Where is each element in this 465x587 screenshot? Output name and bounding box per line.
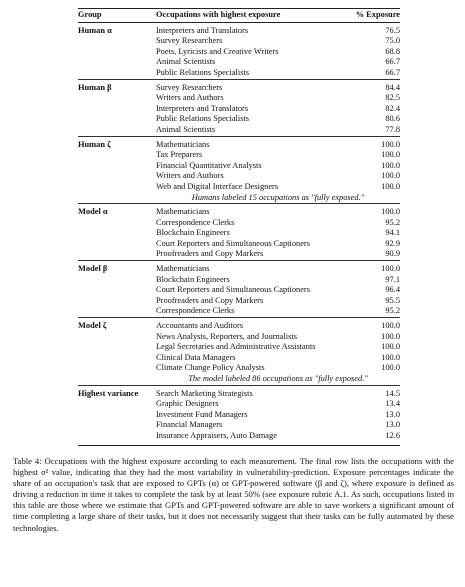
table-row — [78, 136, 400, 150]
group-cell — [78, 275, 156, 286]
group-cell — [78, 374, 156, 385]
group-cell — [78, 228, 156, 239]
occupation-cell: Survey Researchers — [156, 36, 223, 46]
occupation-cell: Survey Researchers — [156, 79, 347, 93]
occupation-cell: Writers and Authors — [156, 93, 224, 103]
header-exposure: % Exposure — [347, 9, 400, 23]
table-row — [78, 249, 400, 260]
exposure-cell: 100.0 — [381, 181, 400, 191]
table-row — [78, 342, 400, 353]
occupation-cell: Court Reporters and Simultaneous Captioners — [156, 285, 310, 295]
table-row — [78, 363, 400, 374]
table-row — [78, 239, 400, 250]
group-cell — [78, 93, 156, 104]
group-cell — [78, 193, 156, 204]
table-row — [78, 261, 400, 275]
table-body — [78, 22, 400, 445]
group-cell — [78, 68, 156, 79]
group-label: Model ζ — [78, 318, 156, 332]
exposure-cell: 100.0 — [381, 171, 400, 181]
occupation-cell: Mathematicians — [156, 261, 347, 275]
exposure-cell: 13.0 — [385, 409, 400, 419]
group-label: Highest variance — [78, 385, 156, 399]
exposure-cell: 100.0 — [347, 136, 400, 150]
exposure-cell: 13.4 — [385, 399, 400, 409]
group-cell — [78, 36, 156, 47]
table-row — [78, 420, 400, 431]
group-cell — [78, 332, 156, 343]
table-row — [78, 296, 400, 307]
table-row — [78, 399, 400, 410]
table-row — [78, 318, 400, 332]
table-row — [78, 114, 400, 125]
group-cell — [78, 363, 156, 374]
table-row — [78, 22, 400, 36]
group-cell — [78, 353, 156, 364]
group-cell — [78, 239, 156, 250]
group-cell — [78, 249, 156, 260]
exposure-cell: 100.0 — [381, 342, 400, 352]
exposure-cell: 75.0 — [385, 36, 400, 46]
group-label: Model α — [78, 204, 156, 218]
occupation-cell: Web and Digital Interface Designers — [156, 181, 279, 191]
exposure-table — [78, 8, 400, 446]
group-cell — [78, 161, 156, 172]
exposure-cell: 97.1 — [385, 274, 400, 284]
table-row — [78, 161, 400, 172]
exposure-cell: 96.4 — [385, 285, 400, 295]
group-note-row — [78, 374, 400, 385]
occupation-cell: Financial Managers — [156, 420, 223, 430]
occupation-cell: Poets, Lyricists and Creative Writers — [156, 46, 279, 56]
occupation-cell: Financial Quantitative Analysts — [156, 160, 262, 170]
table-row — [78, 182, 400, 193]
table-row — [78, 385, 400, 399]
exposure-cell: 68.8 — [385, 46, 400, 56]
exposure-cell: 100.0 — [381, 363, 400, 373]
header-occupation: Occupations with highest exposure — [156, 9, 347, 23]
group-cell — [78, 57, 156, 68]
occupation-cell: News Analysts, Reporters, and Journalists — [156, 331, 297, 341]
occupation-cell: Interpreters and Translators — [156, 25, 249, 35]
occupation-cell: Blockchain Engineers — [156, 274, 230, 284]
group-label: Human ζ — [78, 136, 156, 150]
exposure-cell: 90.9 — [385, 249, 400, 259]
occupation-cell: Proofreaders and Copy Markers — [156, 249, 264, 259]
exposure-cell: 100.0 — [381, 352, 400, 362]
occupation-cell: Graphic Designers — [156, 399, 219, 409]
occupation-cell: Court Reporters and Simultaneous Captioners — [156, 238, 310, 248]
group-cell — [78, 399, 156, 410]
group-label: Human α — [78, 25, 112, 35]
exposure-cell: 95.5 — [385, 295, 400, 305]
group-cell — [78, 296, 156, 307]
exposure-cell: 100.0 — [347, 261, 400, 275]
table-row — [78, 431, 400, 445]
table-row — [78, 306, 400, 317]
occupation-cell: Legal Secretaries and Administrative Assistants — [156, 342, 316, 352]
exposure-cell: 66.7 — [385, 67, 400, 77]
table-row — [78, 68, 400, 79]
table-row — [78, 228, 400, 239]
table-row — [78, 93, 400, 104]
table-row — [78, 104, 400, 115]
group-note: Humans labeled 15 occupations as "fully exposed." — [191, 192, 365, 202]
table-row — [78, 353, 400, 364]
exposure-cell: 100.0 — [381, 331, 400, 341]
group-cell — [78, 150, 156, 161]
occupation-cell: Correspondence Clerks — [156, 306, 235, 316]
exposure-cell: 82.4 — [385, 103, 400, 113]
exposure-cell: 92.9 — [385, 238, 400, 248]
occupation-cell: Public Relations Specialists — [156, 67, 250, 77]
table-row — [78, 332, 400, 343]
exposure-cell: 100.0 — [347, 318, 400, 332]
table-row — [78, 410, 400, 421]
table-row — [78, 47, 400, 58]
exposure-cell: 12.6 — [347, 431, 400, 445]
occupation-cell: Insurance Appraisers, Auto Damage — [156, 431, 347, 445]
exposure-cell: 95.2 — [385, 217, 400, 227]
exposure-cell: 100.0 — [347, 204, 400, 218]
header-group: Group — [78, 9, 156, 23]
table-row — [78, 57, 400, 68]
table-row — [78, 275, 400, 286]
occupation-cell: Investment Fund Managers — [156, 409, 248, 419]
group-cell — [78, 125, 156, 136]
group-label: Model β — [78, 261, 156, 275]
group-cell — [78, 182, 156, 193]
occupation-cell: Animal Scientists — [156, 124, 216, 134]
table-row — [78, 36, 400, 47]
exposure-cell: 100.0 — [381, 150, 400, 160]
occupation-cell: Climate Change Policy Analysts — [156, 363, 265, 373]
group-cell — [78, 306, 156, 317]
exposure-cell: 82.5 — [385, 93, 400, 103]
exposure-cell: 66.7 — [385, 57, 400, 67]
exposure-cell: 80.6 — [385, 114, 400, 124]
table-header-row — [78, 9, 400, 23]
exposure-cell: 13.0 — [385, 420, 400, 430]
occupation-cell: Mathematicians — [156, 204, 347, 218]
group-cell — [78, 342, 156, 353]
occupation-cell: Tax Preparers — [156, 150, 203, 160]
occupation-cell: Clinical Data Managers — [156, 352, 236, 362]
group-label: Human β — [78, 79, 156, 93]
table-caption: Table 4: Occupations with the highest exposure according to each measurement. The final row lists the occupations with the highest σ² value, indicating that they had the most variability in vulnerability-prediction. Exposure percentages indicate the share of an occupation's task that are exposed to GPTs (α) or GPT-powered software (β and ζ), where exposure is defined as driving a reduction in time it takes to complete the task by at least 50% (see exposure rubric A.1. As such, occupations listed in this table are those where we estimate that GPTs and GPT-powered software are able to save workers a significant amount of time completing a large share of their tasks, but it does not necessarily suggest that their tasks can be fully automated by these technologies. — [13, 456, 454, 533]
group-cell — [78, 104, 156, 115]
occupation-cell: Mathematicians — [156, 136, 347, 150]
table-row — [78, 204, 400, 218]
occupation-cell: Accountants and Auditors — [156, 318, 347, 332]
group-note: The model labeled 86 occupations as "fully exposed." — [188, 374, 368, 383]
table-row — [78, 125, 400, 136]
table-row — [78, 285, 400, 296]
exposure-cell: 94.1 — [385, 228, 400, 238]
group-cell — [78, 285, 156, 296]
group-cell — [78, 431, 156, 445]
occupation-cell: Search Marketing Strategists — [156, 385, 347, 399]
exposure-cell: 14.5 — [347, 385, 400, 399]
occupation-cell: Animal Scientists — [156, 57, 216, 67]
group-cell — [78, 114, 156, 125]
occupation-cell: Writers and Authors — [156, 171, 224, 181]
exposure-cell: 76.5 — [385, 25, 400, 35]
table-row — [78, 79, 400, 93]
group-cell — [78, 420, 156, 431]
exposure-cell: 84.4 — [347, 79, 400, 93]
occupation-cell: Blockchain Engineers — [156, 228, 230, 238]
table-row — [78, 171, 400, 182]
exposure-cell: 100.0 — [381, 160, 400, 170]
exposure-cell: 95.2 — [385, 306, 400, 316]
occupation-cell: Correspondence Clerks — [156, 217, 235, 227]
occupation-cell: Public Relations Specialists — [156, 114, 250, 124]
occupation-cell: Proofreaders and Copy Markers — [156, 295, 264, 305]
table-row — [78, 218, 400, 229]
group-cell — [78, 171, 156, 182]
group-cell — [78, 410, 156, 421]
exposure-cell: 77.8 — [385, 124, 400, 134]
table-row — [78, 150, 400, 161]
group-cell — [78, 218, 156, 229]
occupation-cell: Interpreters and Translators — [156, 103, 249, 113]
group-note-row — [78, 193, 400, 204]
group-cell — [78, 47, 156, 58]
